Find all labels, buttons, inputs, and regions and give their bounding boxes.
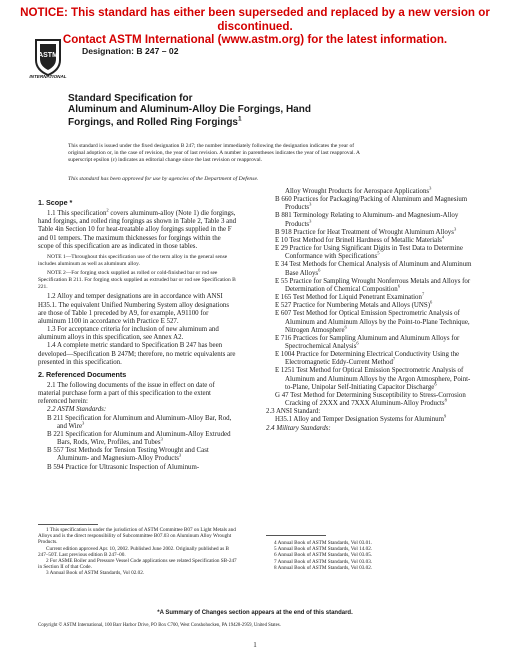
para-1-3: 1.3 For acceptance criteria for inclusion of new aluminum and aluminum alloys in this specification, see Annex A2. (38, 326, 219, 342)
supersession-notice (0, 6, 510, 47)
dod-approval-note: This standard has been approved for use by agencies of the Department of Defense. (68, 176, 259, 182)
para-2-3: 2.3 ANSI Standard: (266, 408, 321, 416)
left-reference-list (38, 415, 238, 472)
reference-item: E 1004 Practice for Determining Electrical Conductivity Using the Electromagnetic Eddy-Current Method$^7$ (275, 351, 460, 367)
right-column (266, 185, 474, 433)
reference-item: E 29 Practice for Using Significant Digits in Test Data to Determine Conformance with Specifications$^5$ (275, 245, 463, 261)
footnote-rule-left (38, 524, 98, 525)
reference-item: E 607 Test Method for Optical Emission Spectrometric Analysis of Aluminum and Aluminum Alloys by the Point-to-Plane Technique, Nitrogen Atmosphere$^6$ (275, 310, 470, 334)
footnotes-left (38, 527, 238, 577)
footnote: 5 Annual Book of ASTM Standards, Vol 14.02. (274, 546, 373, 553)
para-2-4: 2.4 Military Standards: (266, 424, 331, 432)
reference-item: E 527 Practice for Numbering Metals and Alloys (UNS)$^6$ (275, 299, 433, 310)
reference-item: B 594 Practice for Ultrasonic Inspection of Aluminum- (47, 463, 200, 471)
title-footnote-mark: 1 (238, 115, 242, 123)
footnote: 7 Annual Book of ASTM Standards, Vol 03.03. (274, 558, 373, 565)
footnote: 1 This specification is under the jurisdiction of ASTM Committee B07 on Light Metals and Alloys and is the direct responsibility of Subcommittee B07.03 on Aluminum Alloy Wrought Products. (38, 527, 236, 546)
reference-item: B 881 Terminology Relating to Aluminum- and Magnesium-Alloy Products$^3$ (275, 212, 459, 228)
reference-item: B 221 Specification for Aluminum and Aluminum-Alloy Extruded Bars, Rods, Wire, Profiles, and Tubes$^3$ (47, 430, 231, 447)
reference-item: E 165 Test Method for Liquid Penetrant Examination$^7$ (275, 291, 425, 302)
title-line-2: Forgings, and Rolled Ring Forgings$^1$ (68, 115, 242, 128)
note-1: NOTE 1—Throughout this specification use of the term alloy in the general sense includes aluminum as well as aluminum alloy. (38, 253, 228, 267)
footnote: 3 Annual Book of ASTM Standards, Vol 02.02. (46, 570, 145, 577)
section-1-heading: 1. Scope * (38, 198, 73, 207)
footnote: 6 Annual Book of ASTM Standards, Vol 03.05. (274, 552, 373, 559)
notice-line-1: NOTICE: This standard has either been superseded and replaced by a new version or discontinued. (20, 6, 490, 33)
footnote: Current edition approved Apr. 10, 2002. Published June 2002. Originally published as B 247–50T. Last previous edition B 247–00. (38, 545, 229, 558)
footnote: 2 For ASME Boiler and Pressure Vessel Code applications see related Specification SB-247 in Section II of that Code. (38, 558, 237, 571)
ansi-reference: H35.1 Alloy and Temper Designation Systems for Aluminum$^9$ (275, 414, 447, 424)
issue-note: This standard is issued under the fixed designation B 247; the number immediately following the designation indicates the year of original adoption or, in the case of revision, the year of last revision. A number in parentheses indicates the year of last reapproval. A superscript epsilon (ε) indicates an editorial change since the last revision or reapproval. (68, 143, 360, 164)
para-2-2: 2.2 ASTM Standards: (47, 406, 107, 414)
footnote: 8 Annual Book of ASTM Standards, Vol 03.02. (274, 564, 373, 571)
logo-caption: INTERNATIONAL (29, 74, 67, 79)
page-number: 1 (253, 641, 257, 649)
standard-kind: Standard Specification for (68, 93, 193, 104)
reference-item: E 55 Practice for Sampling Wrought Nonferrous Metals and Alloys for Determination of Chemical Composition$^6$ (275, 277, 471, 293)
reference-continuation: Alloy Wrought Products for Aerospace Applications$^3$ (285, 185, 432, 195)
reference-item: E 10 Test Method for Brinell Hardness of Metallic Materials$^4$ (275, 234, 445, 244)
para-2-1: 2.1 The following documents of the issue in effect on date of material purchase form a part of this specification to the extent referenced herein: (38, 382, 215, 406)
footnote: 4 Annual Book of ASTM Standards, Vol 03.01. (274, 540, 373, 546)
footnotes-right (266, 540, 474, 571)
left-column (38, 195, 238, 472)
summary-of-changes-note: *A Summary of Changes section appears at the end of this standard. (157, 610, 353, 616)
footnote-rule-right (266, 535, 326, 536)
reference-item: E 1251 Test Method for Optical Emission Spectrometric Analysis of Aluminum and Aluminum Alloys by the Argon Atmosphere, Point-to-Plane, Unipolar Self-Initiating Capacitor Discharge$^6$ (275, 367, 471, 391)
astm-logo-icon (32, 38, 64, 76)
copyright-line: Copyright © ASTM International, 100 Barr Harbor Drive, PO Box C700, West Conshohocken, PA 19428-2959, United States. (38, 623, 281, 628)
designation: Designation: B 247 – 02 (82, 46, 179, 56)
right-reference-list (266, 196, 474, 408)
notice-line-2: Contact ASTM International (www.astm.org) for the latest information. (62, 33, 448, 46)
reference-item: E 34 Test Methods for Chemical Analysis of Aluminum and Aluminum Base Alloys$^6$ (275, 261, 472, 277)
reference-item: E 716 Practices for Sampling Aluminum and Aluminum Alloys for Spectrochemical Analysis$^6$ (275, 334, 460, 350)
para-1-1: 1.1 This specification$^2$ covers aluminum-alloy (Note 1) die forgings, hand forgings, and rolled ring forgings as shown in Table 2, Table 3 and Table 4in Section 10 for heat-treatable alloy forgings supplied in the F and 01 tempers. The maximum thicknesses for forgings within the scope of this specification are as indicated in those tables. (38, 207, 237, 250)
reference-item: B 918 Practice for Heat Treatment of Wrought Aluminum Alloys$^3$ (275, 226, 457, 236)
reference-item: B 660 Practices for Packaging/Packing of Aluminum and Magnesium Products$^3$ (275, 196, 468, 212)
title-line-1: Aluminum and Aluminum-Alloy Die Forgings, Hand (68, 104, 311, 115)
note-2: NOTE 2—For forging stock supplied as rolled or cold-finished bar or rod see Specification B 211. For forging stock supplied as extruded bar or rod see Specification B 221. (38, 270, 236, 290)
reference-item: G 47 Test Method for Determining Susceptibility to Stress-Corrosion Cracking of 2XXX and 7XXX Aluminum-Alloy Products$^8$ (275, 391, 466, 408)
reference-item: B 557 Test Methods for Tension Testing Wrought and Cast Aluminum- and Magnesium-Alloy Products$^3$ (47, 447, 209, 463)
section-2-heading: 2. Referenced Documents (38, 369, 127, 379)
svg-text:ASTM: ASTM (38, 52, 58, 59)
standard-title (68, 104, 398, 129)
reference-item: B 211 Specification for Aluminum and Aluminum-Alloy Bar, Rod, and Wire$^3$ (47, 414, 232, 430)
para-1-2: 1.2 Alloy and temper designations are in accordance with ANSI H35.1. The equivalent Unified Numbering System alloy designations are those of Table 1 preceded by A9, for example, A91100 for aluminum 1100 in accordance with Practice E 527. (38, 293, 230, 325)
para-1-4: 1.4 A complete metric standard to Specification B 247 has been developed—Specification B 247M; therefore, no metric equivalents are presented in this specification. (38, 342, 236, 366)
